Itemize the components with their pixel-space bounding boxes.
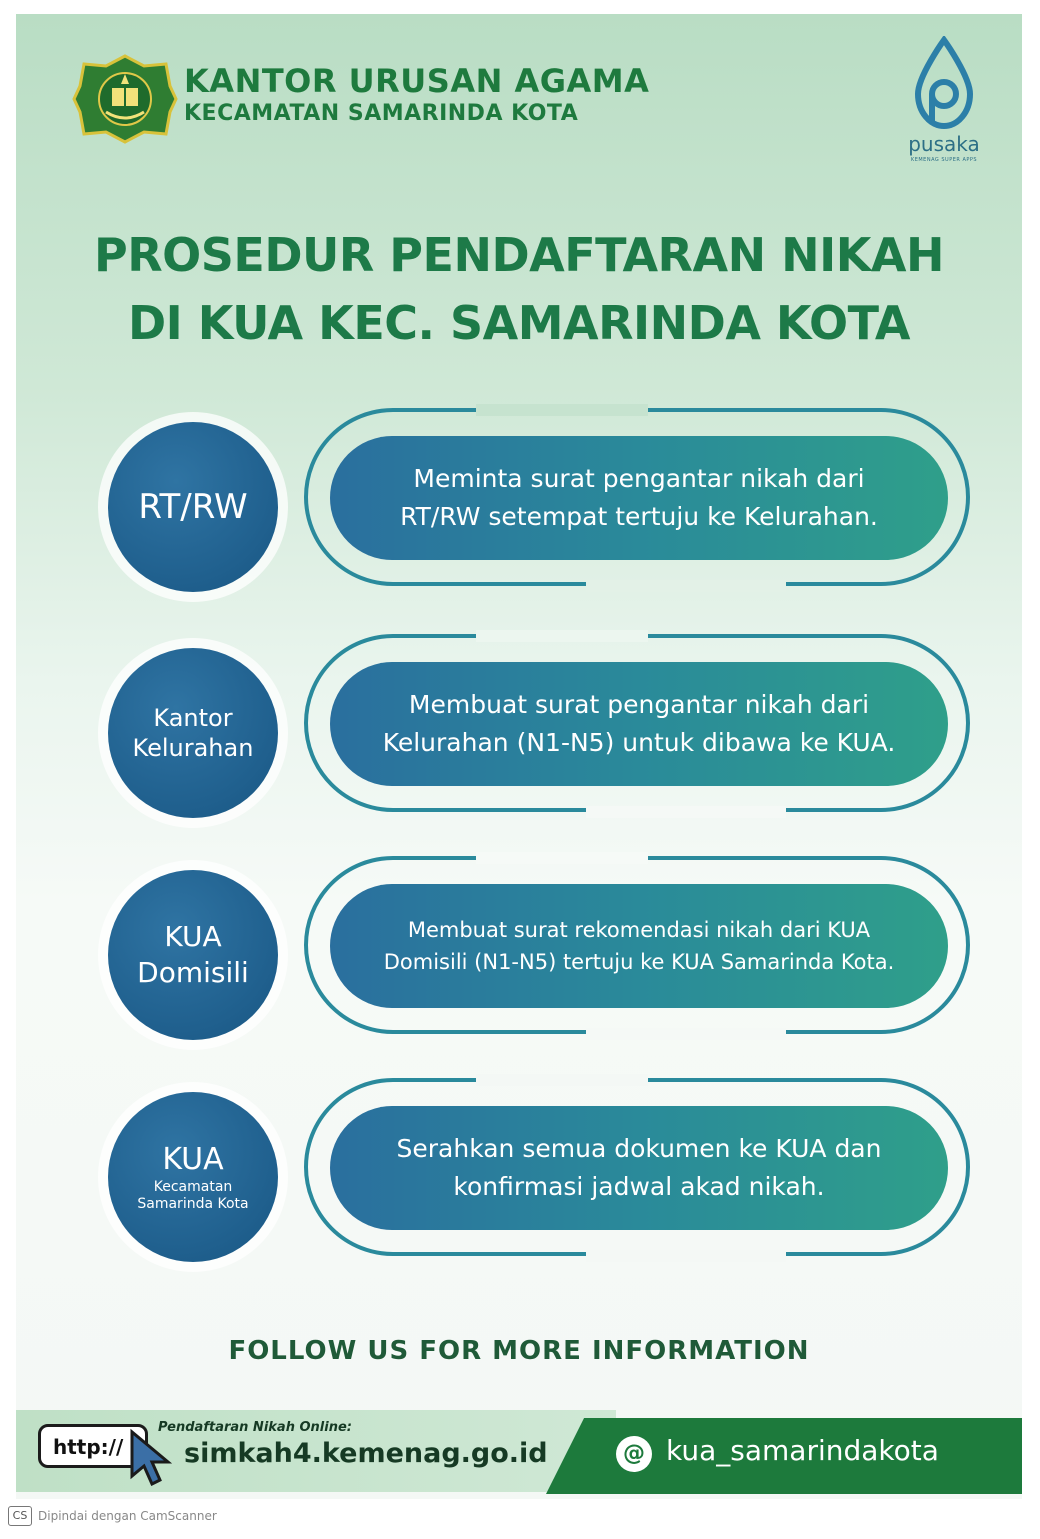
pusaka-tagline: KEMENAG SUPER APPS <box>910 157 978 163</box>
pusaka-logo <box>894 36 994 163</box>
drop-logo-icon <box>894 36 994 132</box>
step-circle-sublabel: Kecamatan <box>153 1179 233 1195</box>
step-description <box>330 884 948 1008</box>
outline-gap <box>586 580 786 592</box>
cursor-icon <box>128 1428 174 1486</box>
outline-gap <box>476 852 648 864</box>
camscanner-watermark: Dipindai dengan CamScanner <box>38 1509 217 1523</box>
instagram-at-icon: @ <box>616 1436 652 1472</box>
step-description-line2: Domisili (N1-N5) tertuju ke KUA Samarinda Kota. <box>383 950 895 974</box>
step-description-line2: Kelurahan (N1-N5) untuk dibawa ke KUA. <box>382 728 896 757</box>
step-description-line2: konfirmasi jadwal akad nikah. <box>453 1172 825 1201</box>
registration-label: Pendaftaran Nikah Online: <box>158 1420 352 1435</box>
step-description-line1: Membuat surat rekomendasi nikah dari KUA <box>407 918 871 942</box>
step-description-line1: Serahkan semua dokumen ke KUA dan <box>396 1134 882 1163</box>
outline-gap <box>586 1250 786 1262</box>
instagram-handle[interactable]: kua_samarindakota <box>666 1434 939 1467</box>
step-circle-sublabel: Domisili <box>137 956 249 989</box>
org-subdistrict: KECAMATAN SAMARINDA KOTA <box>184 101 579 126</box>
step-circle <box>108 422 278 592</box>
step-circle-sublabel2: Samarinda Kota <box>137 1196 249 1212</box>
pusaka-wordmark: pusaka <box>908 132 980 156</box>
step-description <box>330 662 948 786</box>
step-circle <box>108 1092 278 1262</box>
registration-link[interactable]: simkah4.kemenag.go.id <box>184 1438 548 1469</box>
step-1 <box>16 408 1022 648</box>
step-circle-label: RT/RW <box>138 487 248 527</box>
step-3 <box>16 856 1022 1096</box>
step-circle-label: Kantor <box>153 704 233 732</box>
step-description <box>330 1106 948 1230</box>
outline-gap <box>586 806 786 818</box>
step-circle-sublabel: Kelurahan <box>132 734 254 762</box>
follow-heading: FOLLOW US FOR MORE INFORMATION <box>228 1336 810 1366</box>
poster <box>16 14 1022 1499</box>
step-4 <box>16 1078 1022 1318</box>
step-description-line2: RT/RW setempat tertuju ke Kelurahan. <box>400 502 878 531</box>
outline-gap <box>476 1074 648 1086</box>
step-circle-label: KUA <box>162 1142 224 1177</box>
org-name: KANTOR URUSAN AGAMA <box>184 62 650 100</box>
header-title <box>184 62 649 128</box>
page-title-line2: DI KUA KEC. SAMARINDA KOTA <box>127 296 911 350</box>
camscanner-badge: CS <box>8 1506 32 1526</box>
step-description-line1: Membuat surat pengantar nikah dari <box>408 690 870 719</box>
kemenag-emblem-icon <box>72 54 178 144</box>
step-description <box>330 436 948 560</box>
step-circle <box>108 648 278 818</box>
page-title-line1: PROSEDUR PENDAFTARAN NIKAH <box>94 228 944 282</box>
step-2 <box>16 634 1022 874</box>
step-circle-label: KUA <box>164 920 222 953</box>
outline-gap <box>586 1028 786 1040</box>
step-description-line1: Meminta surat pengantar nikah dari <box>413 464 865 493</box>
http-badge: http:// <box>38 1424 148 1468</box>
outline-gap <box>476 630 648 642</box>
outline-gap <box>476 404 648 416</box>
step-circle <box>108 870 278 1040</box>
